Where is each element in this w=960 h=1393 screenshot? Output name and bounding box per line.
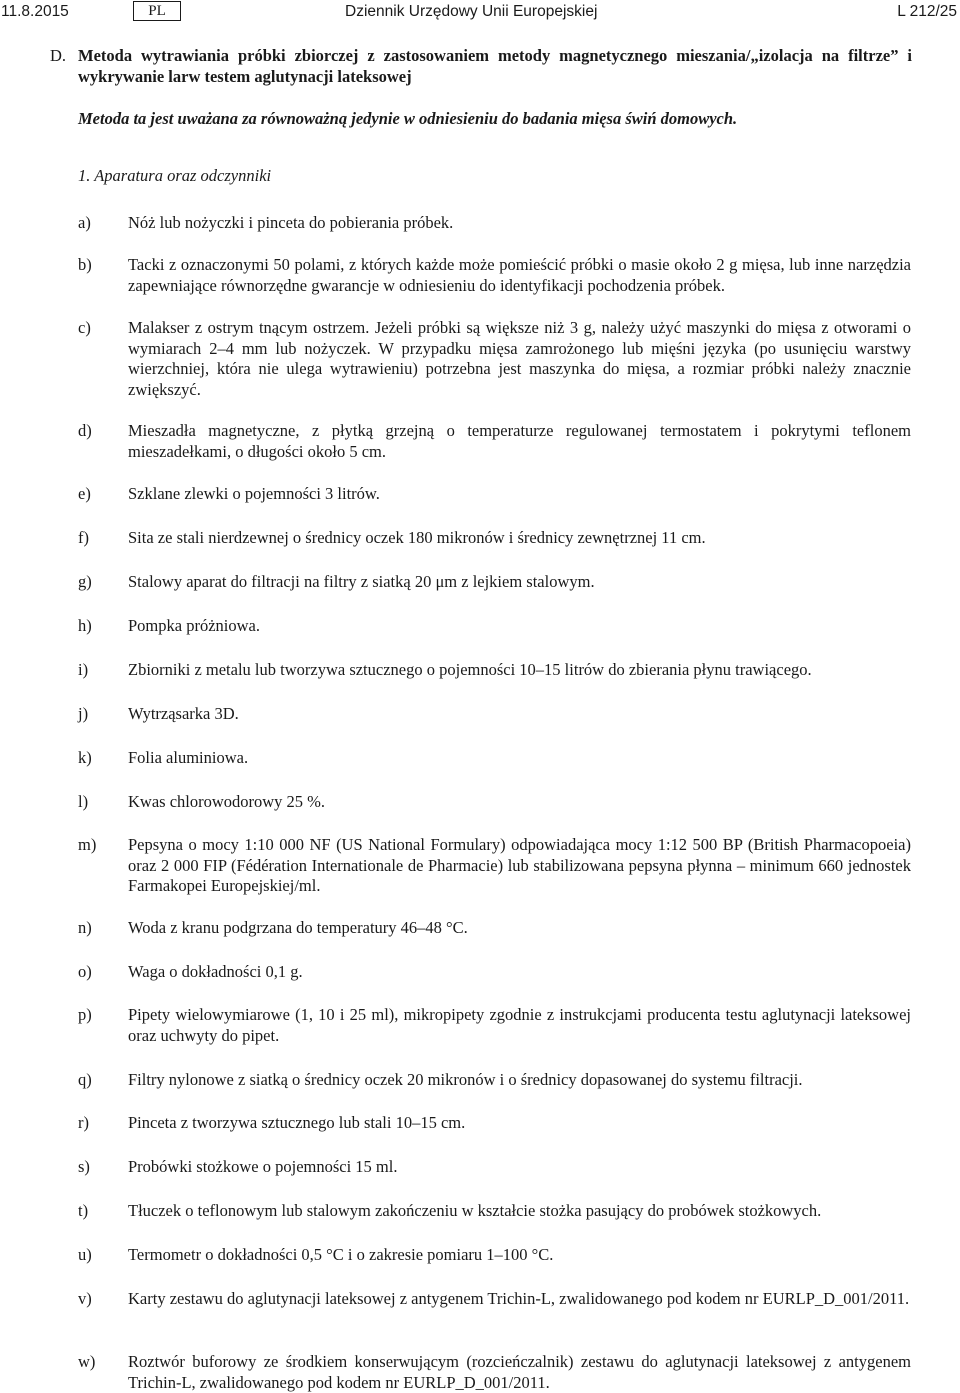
list-item-letter: f) [78, 528, 89, 547]
list-item-letter: e) [78, 484, 91, 503]
list-item-letter: w) [78, 1352, 96, 1371]
list-item-letter: s) [78, 1157, 90, 1176]
section-heading [50, 46, 912, 87]
list-item-letter: p) [78, 1005, 92, 1024]
section-title: Metoda wytrawiania próbki zbiorczej z zastosowaniem metody magnetycznego mieszania/„izolacja na filtrze” i wykrywanie larw testem aglutynacji lateksowej [78, 46, 912, 86]
list-item-text: Pinceta z tworzywa sztucznego lub stali 10–15 cm. [128, 1113, 466, 1132]
list-item-text: Mieszadła magnetyczne, z płytką grzejną o temperaturze regulowanej termostatem i pokrytymi teflonem mieszadełkami, o długości około 5 cm. [128, 421, 911, 461]
list-item [78, 1352, 911, 1393]
list-item-letter: l) [78, 792, 89, 811]
list-item-letter: t) [78, 1201, 89, 1220]
list-item [78, 528, 911, 549]
list-item [78, 255, 911, 296]
language-badge: PL [133, 1, 181, 21]
list-item [78, 1201, 911, 1222]
list-item-letter: n) [78, 918, 92, 937]
list-item-text: Pepsyna o mocy 1:10 000 NF (US National Formulary) odpowiadająca mocy 1:12 500 BP (British Pharmacopoeia) oraz 2 000 FIP (Fédération Internationale de Pharmacie) lub stabilizowana pepsyna płynna – minimum 660 jednostek Farmakopei Europejskiej/ml. [128, 835, 911, 895]
list-item-text: Probówki stożkowe o pojemności 15 ml. [128, 1157, 398, 1176]
list-item-text: Termometr o dokładności 0,5 °C i o zakresie pomiaru 1–100 °C. [128, 1245, 554, 1264]
list-item-letter: m) [78, 835, 97, 854]
list-item [78, 1005, 911, 1046]
list-item [78, 213, 911, 234]
list-item [78, 616, 911, 637]
page-header [0, 2, 960, 24]
list-item-letter: c) [78, 318, 91, 337]
list-item-text: Pompka próżniowa. [128, 616, 260, 635]
list-item-letter: v) [78, 1289, 92, 1308]
list-item-text: Malakser z ostrym tnącym ostrzem. Jeżeli próbki są większe niż 3 g, należy użyć maszynki do mięsa z otworami o wymiarach 2–4 mm lub nożyczek. W przypadku mięsa zamrożonego lub mięśni języka (po usunięciu warstwy wierzchniej, która nie ulega wytrawieniu) potrzebna jest maszynka do mięsa, a rozmiar próbki należy znacznie zwiększyć. [128, 318, 911, 399]
list-item [78, 748, 911, 769]
list-item-letter: o) [78, 962, 92, 981]
list-item [78, 835, 911, 897]
list-item-text: Zbiorniki z metalu lub tworzywa sztucznego o pojemności 10–15 litrów do zbierania płynu trawiącego. [128, 660, 812, 679]
list-item-letter: h) [78, 616, 92, 635]
list-item-letter: d) [78, 421, 92, 440]
list-item-letter: q) [78, 1070, 92, 1089]
list-item [78, 660, 911, 681]
list-item-text: Wytrząsarka 3D. [128, 704, 239, 723]
list-item-text: Woda z kranu podgrzana do temperatury 46–48 °C. [128, 918, 468, 937]
list-item-text: Tacki z oznaczonymi 50 polami, z których każde może pomieścić próbki o masie około 2 g mięsa, lub inne narzędzia zapewniające równorzędne gwarancje w odniesieniu do identyfikacji pochodzenia próbek. [128, 255, 911, 295]
list-item-letter: b) [78, 255, 92, 274]
list-item [78, 918, 911, 939]
list-item-text: Kwas chlorowodorowy 25 %. [128, 792, 326, 811]
list-item-letter: a) [78, 213, 91, 232]
list-item-text: Nóż lub nożyczki i pinceta do pobierania próbek. [128, 213, 454, 232]
list-item-text: Sita ze stali nierdzewnej o średnicy oczek 180 mikronów i średnicy zewnętrznej 11 cm. [128, 528, 706, 547]
list-item [78, 1157, 911, 1178]
list-item [78, 1113, 911, 1134]
list-item [78, 962, 911, 983]
list-item-letter: i) [78, 660, 89, 679]
list-item [78, 1289, 911, 1310]
list-item-letter: u) [78, 1245, 92, 1264]
section-number: D. [50, 46, 67, 65]
list-item-letter: j) [78, 704, 89, 723]
subsection-title: 1. Aparatura oraz odczynniki [78, 166, 272, 185]
list-item [78, 1245, 911, 1266]
list-item-letter: k) [78, 748, 92, 767]
scope-note: Metoda ta jest uważana za równoważną jedynie w odniesieniu do badania mięsa świń domowych. [78, 109, 738, 128]
publication-date: 11.8.2015 [1, 3, 69, 20]
list-item [78, 421, 911, 462]
list-item [78, 704, 911, 725]
list-item-letter: r) [78, 1113, 89, 1132]
list-item [78, 318, 911, 400]
list-item [78, 1070, 911, 1091]
list-item-text: Tłuczek o teflonowym lub stalowym zakończeniu w kształcie stożka pasujący do probówek stożkowych. [128, 1201, 822, 1220]
list-item [78, 792, 911, 813]
list-item-text: Roztwór buforowy ze środkiem konserwującym (rozcieńczalnik) zestawu do aglutynacji lateksowej z antygenem Trichin-L, zwalidowanego pod kodem nr EURLP_D_001/2011. [128, 1352, 911, 1392]
list-item-text: Filtry nylonowe z siatką o średnicy oczek 20 mikronów i o średnicy dopasowanej do systemu filtracji. [128, 1070, 803, 1089]
list-item-text: Pipety wielowymiarowe (1, 10 i 25 ml), mikropipety zgodnie z instrukcjami producenta testu aglutynacji lateksowej oraz uchwyty do pipet. [128, 1005, 911, 1045]
list-item [78, 572, 911, 593]
list-item-text: Waga o dokładności 0,1 g. [128, 962, 303, 981]
journal-title: Dziennik Urzędowy Unii Europejskiej [345, 3, 598, 20]
list-item-letter: g) [78, 572, 92, 591]
list-item-text: Folia aluminiowa. [128, 748, 249, 767]
list-item-text: Stalowy aparat do filtracji na filtry z siatką 20 μm z lejkiem stalowym. [128, 572, 595, 591]
page-reference: L 212/25 [897, 3, 957, 20]
list-item [78, 484, 911, 505]
list-item-text: Karty zestawu do aglutynacji lateksowej z antygenem Trichin-L, zwalidowanego pod kodem nr EURLP_D_001/2011. [128, 1289, 910, 1308]
list-item-text: Szklane zlewki o pojemności 3 litrów. [128, 484, 380, 503]
